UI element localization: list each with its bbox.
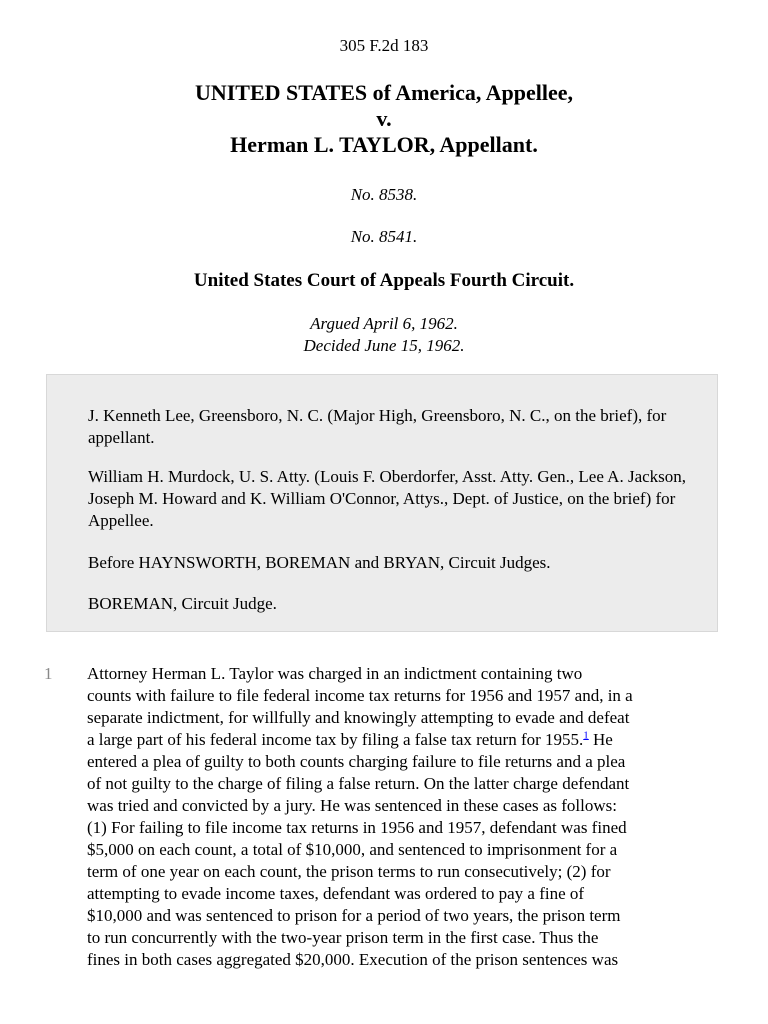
- caption-appellee: UNITED STATES of America, Appellee,: [194, 80, 574, 105]
- opinion-line: was tried and convicted by a jury. He was sentenced in these cases as follows:: [87, 796, 617, 815]
- decided-date: Decided June 15, 1962.: [303, 336, 465, 355]
- opinion-line: $10,000 and was sentenced to prison for a period of two years, the prison term: [87, 906, 621, 925]
- opinion-line: entered a plea of guilty to both counts charging failure to file returns and a plea: [87, 752, 626, 771]
- opinion-line-with-footnote: [87, 729, 727, 751]
- docket-number-1: No. 8538.: [350, 185, 418, 204]
- counsel-appellant: J. Kenneth Lee, Greensboro, N. C. (Major High, Greensboro, N. C., on the brief), for appellant.: [88, 406, 667, 447]
- opinion-line: attempting to evade income taxes, defendant was ordered to pay a fine of: [87, 884, 585, 903]
- caption-appellant: Herman L. TAYLOR, Appellant.: [230, 132, 538, 157]
- judges-panel: Before HAYNSWORTH, BOREMAN and BRYAN, Circuit Judges.: [88, 553, 551, 572]
- opinion-line: of not guilty to the charge of filing a false return. On the latter charge defendant: [87, 774, 630, 793]
- footnote-link[interactable]: 1: [583, 729, 589, 742]
- counsel-panel: [46, 374, 718, 632]
- paragraph-number: 1: [44, 664, 53, 683]
- docket-number-2: No. 8541.: [350, 227, 418, 246]
- opinion-line: (1) For failing to file income tax returns in 1956 and 1957, defendant was fined: [87, 818, 627, 837]
- case-dates: [0, 313, 768, 357]
- opinion-line: to run concurrently with the two-year prison term in the first case. Thus the: [87, 928, 599, 947]
- opinion-line: $5,000 on each count, a total of $10,000, and sentenced to imprisonment for a: [87, 840, 618, 859]
- opinion-line: Attorney Herman L. Taylor was charged in an indictment containing two: [87, 664, 583, 683]
- case-caption: [0, 80, 768, 158]
- court-name: United States Court of Appeals Fourth Circuit.: [193, 270, 575, 291]
- opinion-line: term of one year on each count, the prison terms to run consecutively; (2) for: [87, 862, 611, 881]
- opinion-line: separate indictment, for willfully and knowingly attempting to evade and defeat: [87, 708, 630, 727]
- opinion-line: fines in both cases aggregated $20,000. Execution of the prison sentences was: [87, 950, 619, 969]
- opinion-line-text: He: [588, 730, 613, 749]
- opinion-line-text: a large part of his federal income tax by filing a false tax return for 1955.: [87, 730, 584, 749]
- counsel-appellee: William H. Murdock, U. S. Atty. (Louis F. Oberdorfer, Asst. Atty. Gen., Lee A. Jackson, Joseph M. Howard and K. William O'Connor, Attys., Dept. of Justice, on the brief) for Appellee.: [88, 467, 687, 530]
- opinion-paragraph: [87, 663, 727, 971]
- case-citation: 305 F.2d 183: [339, 36, 429, 55]
- caption-versus: v.: [376, 106, 392, 131]
- opinion-line: counts with failure to file federal income tax returns for 1956 and 1957 and, in a: [87, 686, 633, 705]
- argued-date: Argued April 6, 1962.: [310, 314, 458, 333]
- opinion-author: BOREMAN, Circuit Judge.: [88, 594, 277, 613]
